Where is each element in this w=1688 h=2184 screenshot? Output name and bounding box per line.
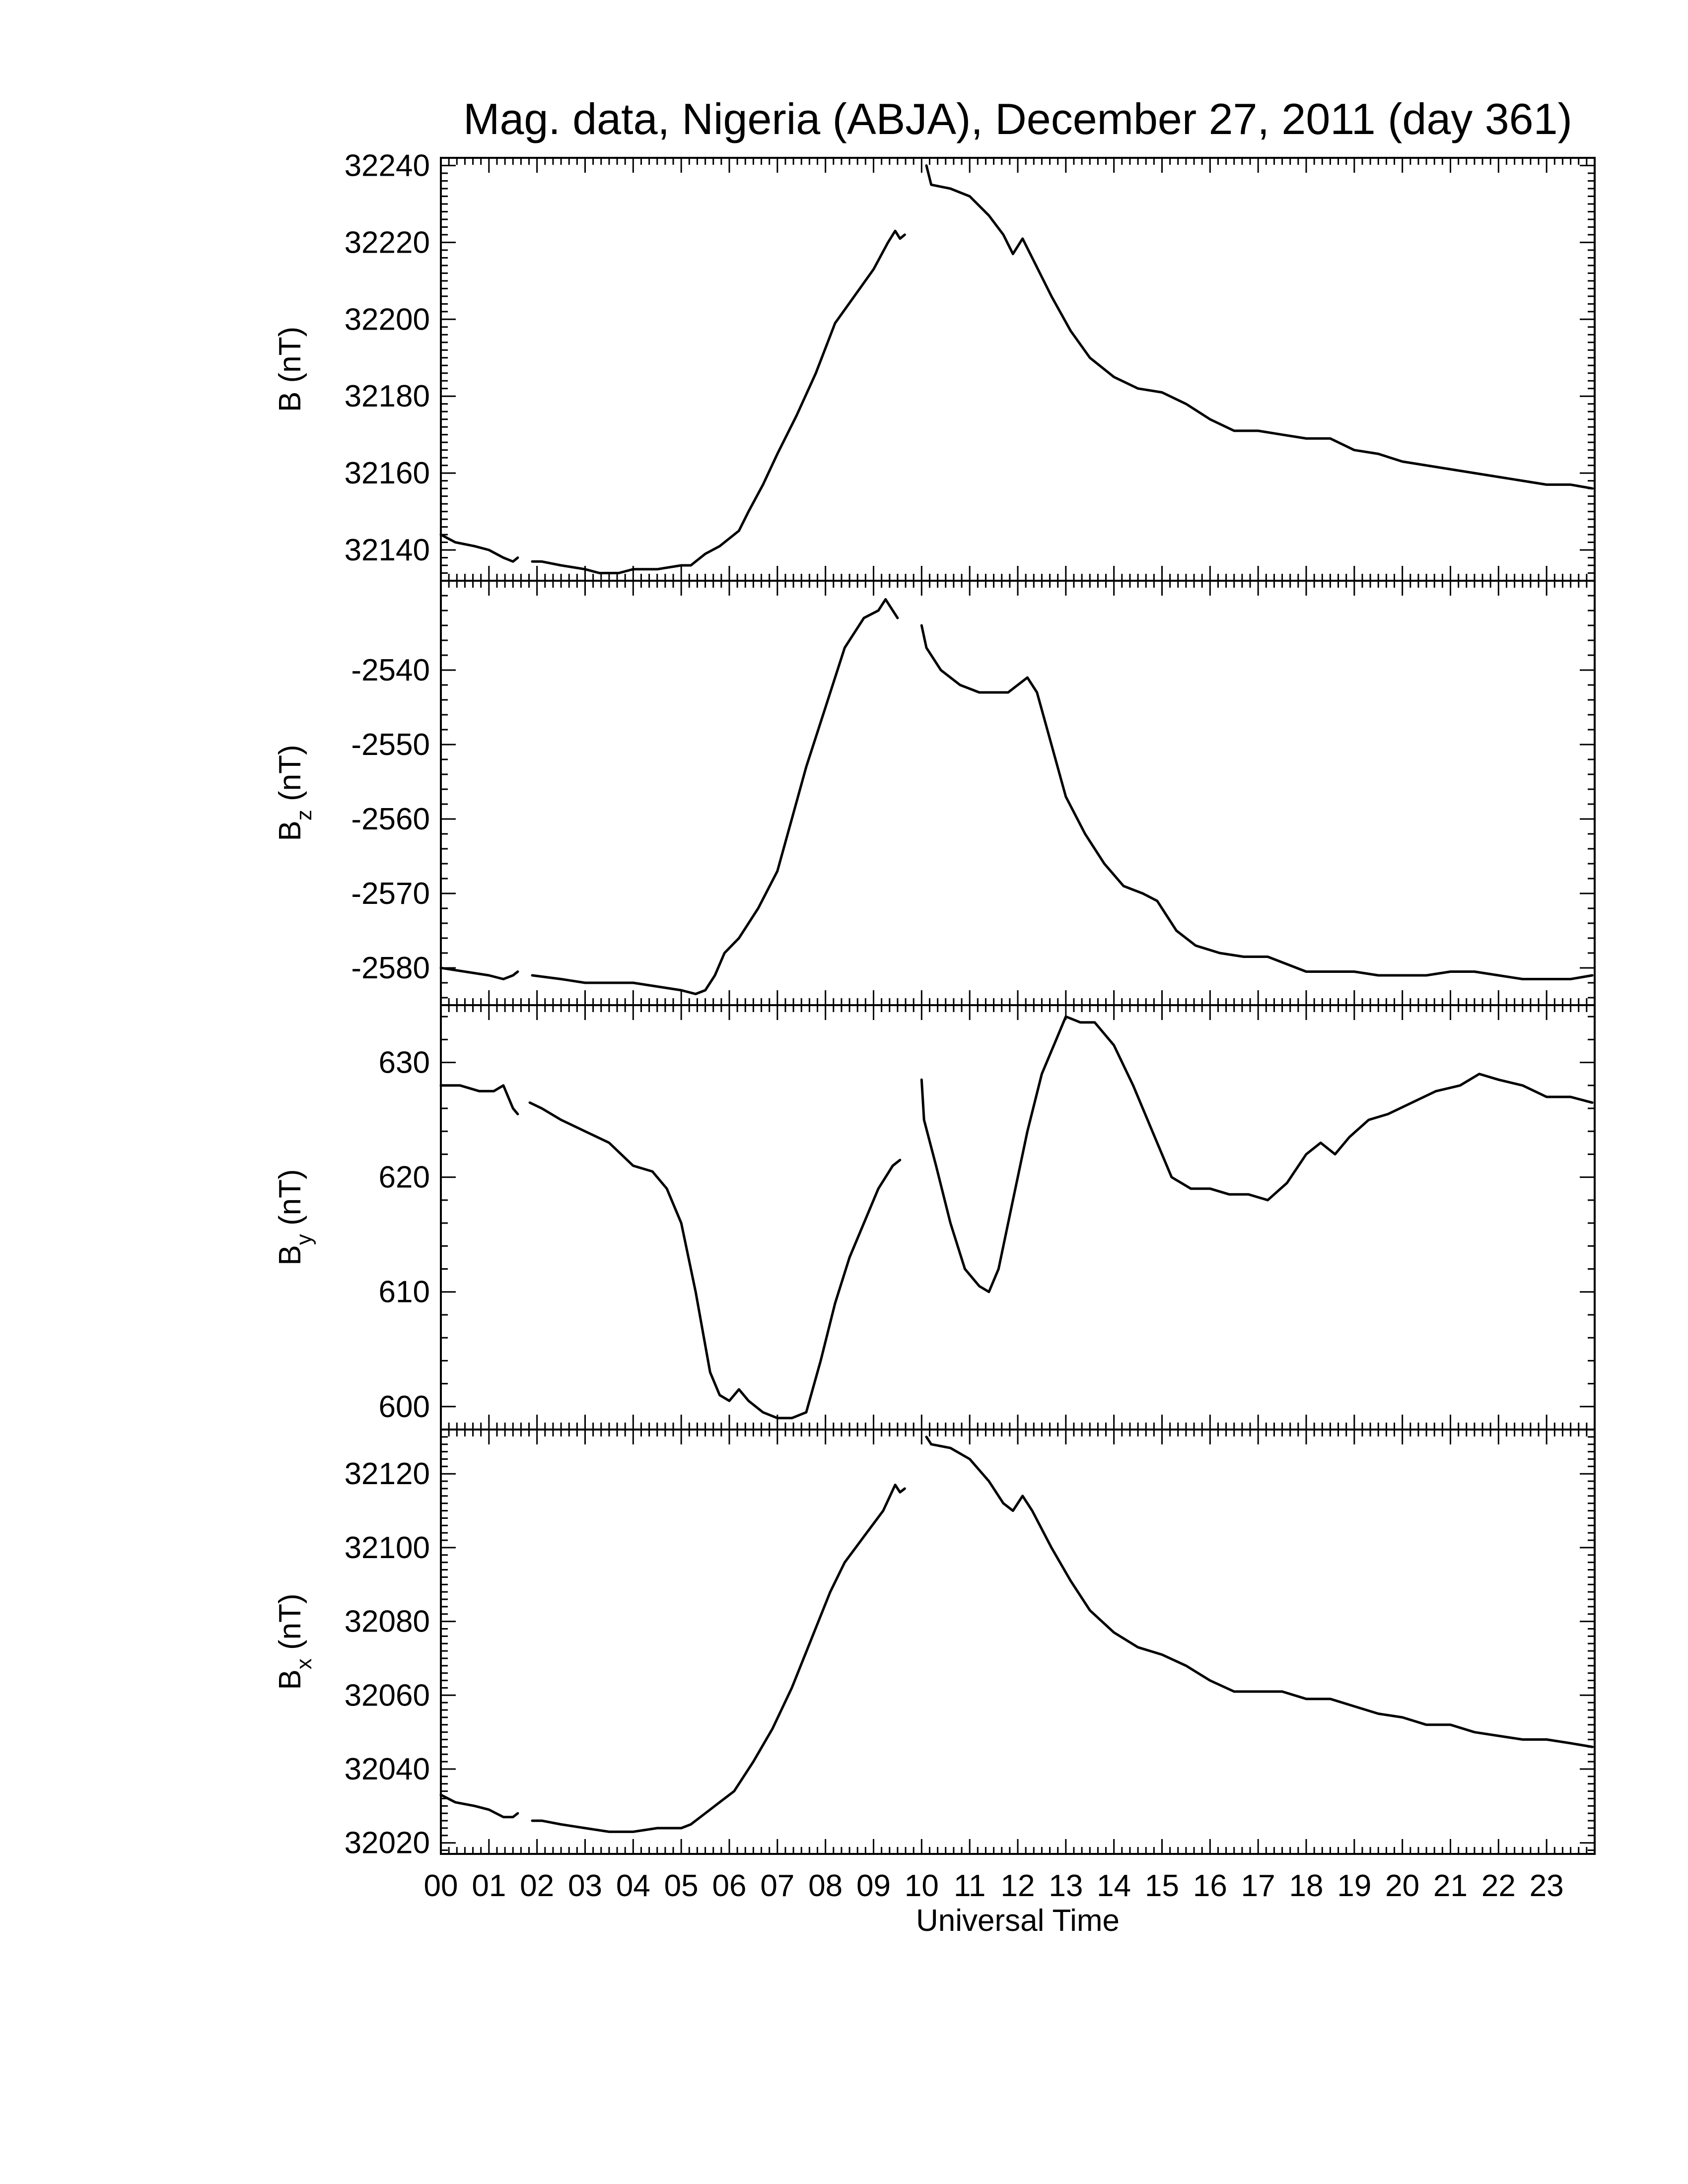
y-axis-label-unit: (nT) <box>273 1169 307 1234</box>
x-tick-label: 22 <box>1481 1869 1516 1903</box>
y-tick-label: 32040 <box>344 1752 430 1786</box>
y-axis-label-symbol: B <box>273 1669 307 1690</box>
x-tick-label: 11 <box>953 1869 986 1903</box>
x-tick-label: 01 <box>472 1869 506 1903</box>
x-tick-label: 06 <box>712 1869 747 1903</box>
y-tick-label: 32220 <box>344 225 430 260</box>
x-tick-label: 10 <box>904 1869 939 1903</box>
x-tick-label: 08 <box>808 1869 843 1903</box>
y-tick-label: 32120 <box>344 1457 430 1492</box>
y-tick-label: 32080 <box>344 1604 430 1639</box>
chart-title: Mag. data, Nigeria (ABJA), December 27, 2011 (day 361) <box>463 94 1572 143</box>
x-tick-label: 04 <box>616 1869 650 1903</box>
y-tick-label: -2540 <box>351 653 430 687</box>
y-tick-label: 32140 <box>344 533 430 568</box>
y-axis-label-unit: (nT) <box>273 326 307 392</box>
y-tick-label: -2560 <box>351 802 430 836</box>
x-tick-label: 00 <box>423 1869 458 1903</box>
x-tick-label: 02 <box>520 1869 555 1903</box>
y-axis-label-subscript: x <box>292 1658 316 1670</box>
y-tick-label: 32100 <box>344 1530 430 1565</box>
x-tick-label: 16 <box>1193 1869 1227 1903</box>
y-axis-label-unit: (nT) <box>273 1593 307 1659</box>
x-tick-label: 18 <box>1289 1869 1324 1903</box>
y-tick-label: 620 <box>378 1160 430 1195</box>
y-tick-label: 610 <box>378 1275 430 1309</box>
x-tick-label: 09 <box>856 1869 891 1903</box>
y-axis-label-symbol: B <box>273 820 307 841</box>
y-axis-label-symbol: B <box>273 391 307 412</box>
x-tick-label: 21 <box>1433 1869 1468 1903</box>
y-tick-label: 32200 <box>344 302 430 337</box>
x-tick-label: 14 <box>1097 1869 1131 1903</box>
x-tick-label: 17 <box>1241 1869 1275 1903</box>
y-tick-label: 32180 <box>344 379 430 414</box>
y-axis-label-unit: (nT) <box>273 745 307 810</box>
x-tick-label: 12 <box>1000 1869 1035 1903</box>
y-axis-label <box>273 327 307 412</box>
x-tick-label: 05 <box>664 1869 699 1903</box>
y-axis-label-symbol: B <box>273 1245 307 1266</box>
y-tick-label: 32160 <box>344 456 430 491</box>
y-tick-label: 32060 <box>344 1678 430 1713</box>
y-tick-label: 32240 <box>344 148 430 183</box>
y-tick-label: -2570 <box>351 877 430 911</box>
y-tick-label: 32020 <box>344 1826 430 1860</box>
y-tick-label: 630 <box>378 1045 430 1080</box>
x-tick-label: 19 <box>1337 1869 1372 1903</box>
y-tick-label: -2580 <box>351 951 430 985</box>
x-tick-label: 15 <box>1145 1869 1179 1903</box>
x-tick-label: 23 <box>1529 1869 1564 1903</box>
x-tick-label: 20 <box>1385 1869 1420 1903</box>
y-axis-label-subscript: y <box>292 1234 316 1245</box>
x-axis-label: Universal Time <box>916 1904 1120 1938</box>
y-tick-label: -2550 <box>351 728 430 762</box>
x-tick-label: 03 <box>568 1869 602 1903</box>
y-axis-label-subscript: z <box>292 810 316 821</box>
x-tick-label: 13 <box>1049 1869 1083 1903</box>
x-tick-label: 07 <box>760 1869 795 1903</box>
y-tick-label: 600 <box>378 1389 430 1424</box>
